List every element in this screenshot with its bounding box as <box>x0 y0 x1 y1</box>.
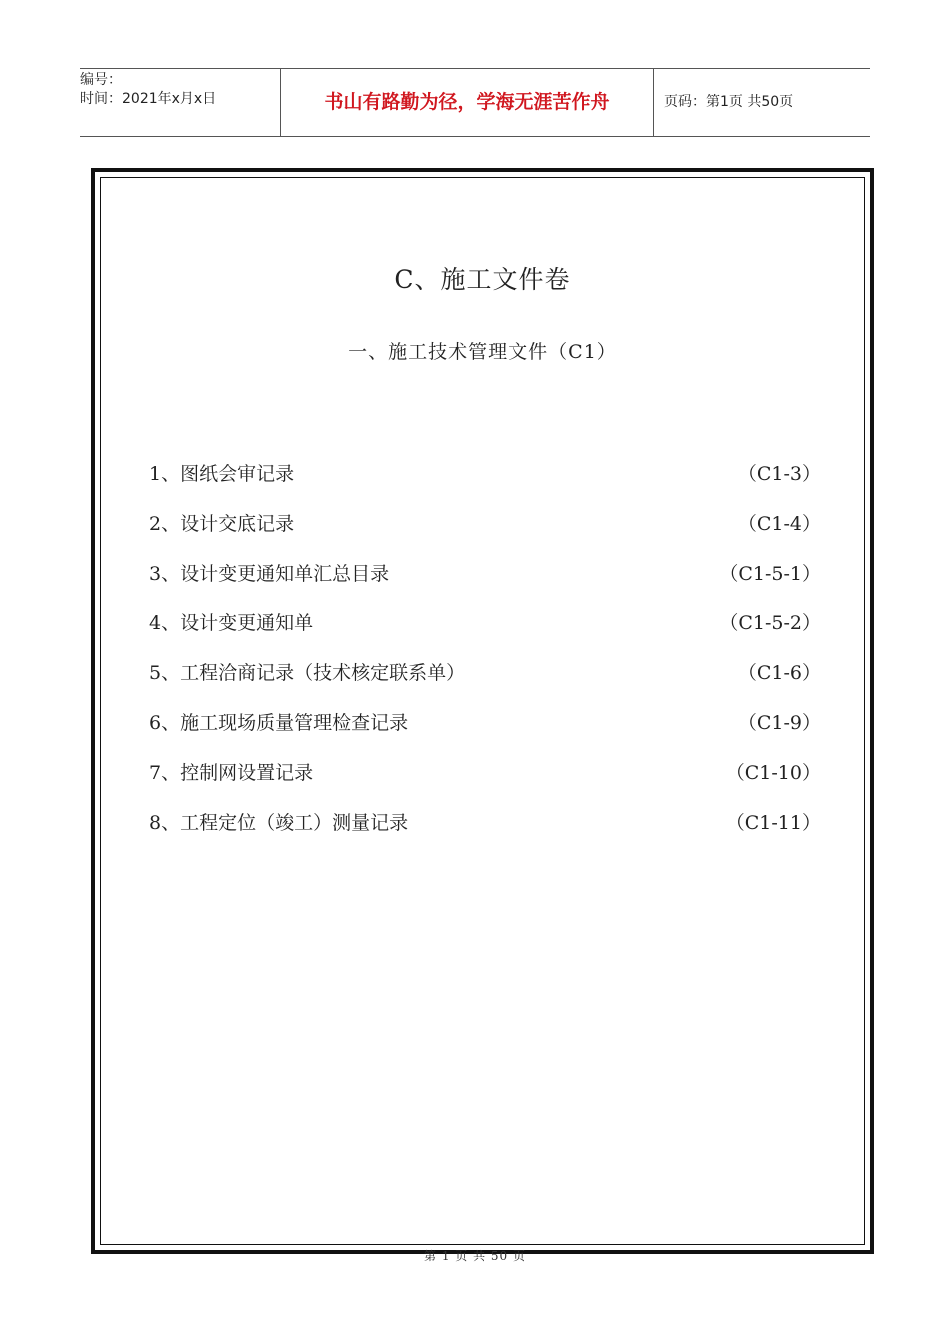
toc-item <box>149 459 821 509</box>
page-header <box>80 68 870 137</box>
toc-item-code: （C1-5-1） <box>719 562 821 585</box>
toc-item-code: （C1-9） <box>737 711 821 734</box>
toc-item-code: （C1-10） <box>725 761 821 784</box>
document-frame <box>91 168 874 1254</box>
toc-item <box>149 658 821 708</box>
toc-item-label: 6、施工现场质量管理检查记录 <box>149 711 409 734</box>
toc-item-label: 3、设计变更通知单汇总目录 <box>149 562 390 585</box>
toc-item <box>149 608 821 658</box>
page-footer: 第 1 页 共 50 页 <box>424 1249 526 1263</box>
document-number-label: 编号： <box>80 72 122 88</box>
toc-item <box>149 758 821 808</box>
toc-item-label: 7、控制网设置记录 <box>149 761 314 784</box>
toc-item-label: 2、设计交底记录 <box>149 512 295 535</box>
table-of-contents <box>149 459 821 857</box>
toc-item <box>149 708 821 758</box>
document-title: C、施工文件卷 <box>394 265 571 294</box>
toc-item-label: 5、工程洽商记录（技术核定联系单） <box>149 662 466 685</box>
header-meta <box>80 69 281 136</box>
toc-item <box>149 509 821 559</box>
header-motto: 书山有路勤为径，学海无涯苦作舟 <box>281 69 654 136</box>
header-page-info: 页码：第1页 共50页 <box>664 94 794 110</box>
toc-item-label: 1、图纸会审记录 <box>149 463 295 485</box>
toc-item-code: （C1-5-2） <box>719 612 821 635</box>
toc-item-label: 8、工程定位（竣工）测量记录 <box>149 811 409 834</box>
toc-item <box>149 808 821 858</box>
document-subtitle: 一、施工技术管理文件（C1） <box>348 341 617 363</box>
toc-item-code: （C1-6） <box>737 662 821 685</box>
toc-item-code: （C1-3） <box>737 463 821 485</box>
toc-item-code: （C1-4） <box>737 512 821 535</box>
toc-item <box>149 559 821 609</box>
toc-item-label: 4、设计变更通知单 <box>149 612 314 635</box>
toc-item-code: （C1-11） <box>725 811 821 834</box>
document-time-label: 时间：2021年x月x日 <box>80 91 217 107</box>
